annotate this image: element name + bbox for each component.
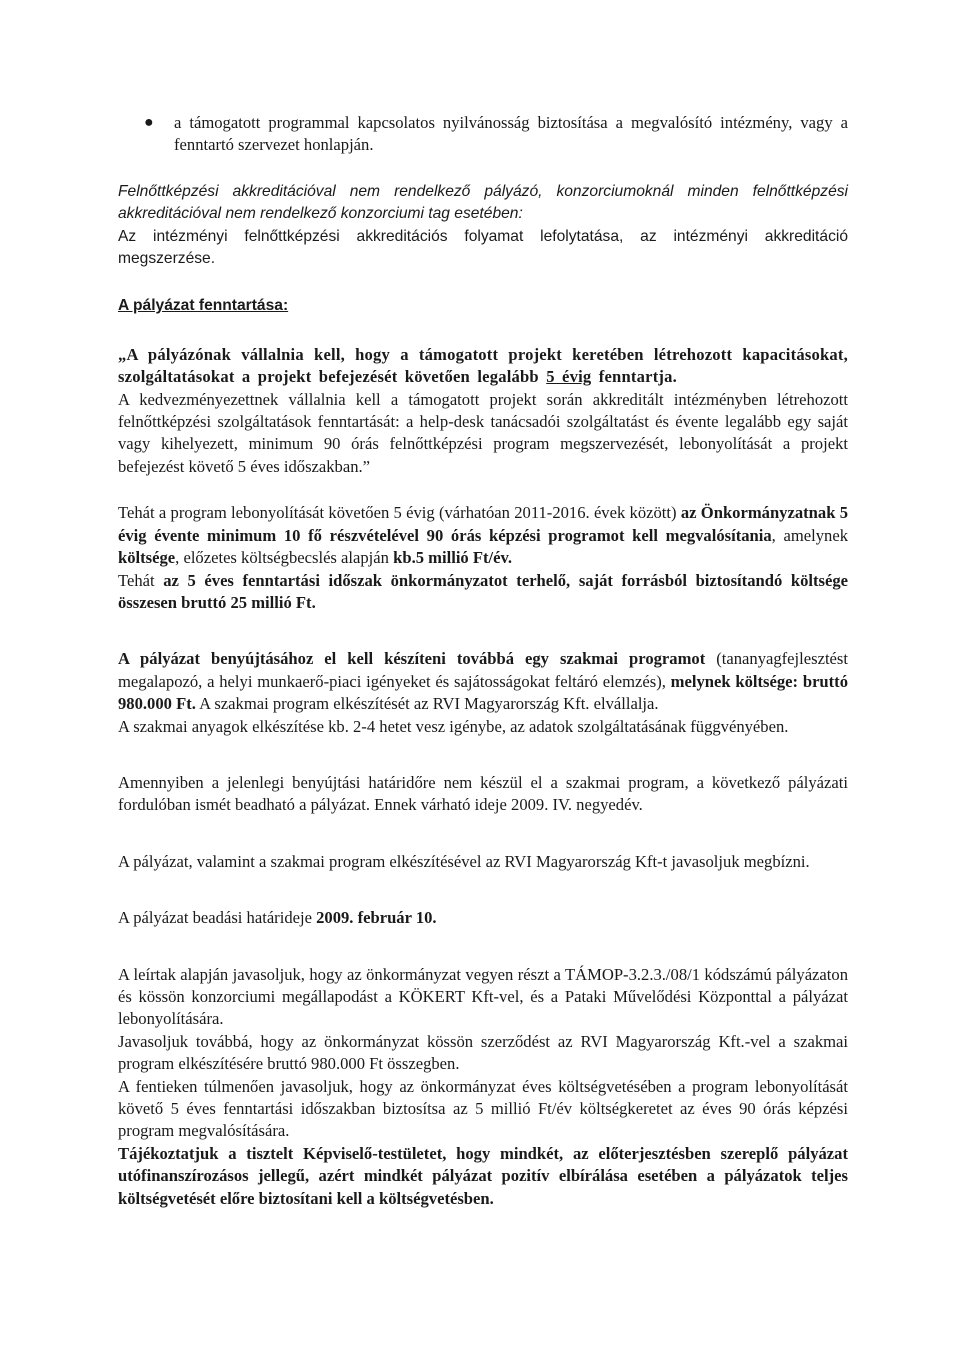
deadline-paragraph	[118, 907, 848, 929]
tehat-p2-bold: az 5 éves fenntartási időszak önkormányzatot terhelő, saját forrásból biztosítandó költsége összesen bruttó 25 millió Ft.	[118, 570, 849, 612]
quote-rest-paragraph: A kedvezményezettnek vállalnia kell a támogatott projekt során akkreditált intézményben létrehozott felnőttképzési szolgáltatások fenntartását: a help-desk tanácsadói szolgáltatást és évente legalább egy saját vagy kihelyezett, minimum 90 órás felnőttképzési program megszervezését, lebonyolítását a projekt befejezést követő 5 éves időszakban.”	[118, 389, 848, 476]
benyujtas-paragraph-2: A szakmai anyagok elkészítése kb. 2-4 hetet vesz igénybe, az adatok szolgáltatásának függvényében.	[118, 716, 789, 736]
bullet-text: a támogatott programmal kapcsolatos nyilvánosság biztosítása a megvalósító intézmény, vagy a fenntartó szervezet honlapján.	[174, 113, 848, 155]
bullet-dot-icon: ●	[144, 114, 154, 131]
section-heading-fenntartas: A pályázat fenntartása:	[118, 297, 289, 315]
benyujtas-paragraph	[118, 648, 848, 715]
accreditation-italic-intro: Felnőttképzési akkreditációval nem rendelkező pályázó, konzorciumoknál minden felnőttképzési akkreditációval nem rendelkező konzorciumi tag esetében:	[118, 182, 848, 223]
tehat-paragraph-2	[118, 570, 848, 615]
closing-paragraph-3: A fentieken túlmenően javasoljuk, hogy az önkormányzat éves költségvetésében a program lebonyolítását követő 5 éves fenntartási időszakban biztosítsa az 5 millió Ft/év költségkeretet az éves 90 órás képzési program megvalósítására.	[118, 1076, 848, 1141]
quote-bold-end: fenntartja.	[591, 367, 678, 387]
benyujtas-text-1: (tananyagfejlesztést megalapozó, a helyi munkaerő-piaci igényeket és sajátosságokat feltáró elemzés),	[118, 649, 848, 691]
document-page	[118, 112, 848, 1210]
amennyiben-paragraph: Amennyiben a jelenlegi benyújtási határidőre nem készül el a szakmai program, a következő pályázati fordulóban ismét beadható a pályázat. Ennek várható ideje 2009. IV. negyedév.	[118, 772, 848, 815]
deadline-date: 2009. február 10.	[316, 908, 437, 928]
bullet-item	[118, 112, 848, 157]
tehat-mid: , amelynek	[771, 525, 848, 545]
closing-paragraph-2: Javasoljuk továbbá, hogy az önkormányzat kössön szerződést az RVI Magyarország Kft.-vel a szakmai program elkészítésére bruttó 980.000 Ft összegben.	[118, 1031, 848, 1074]
quote-underline-text: 5 évig	[546, 367, 592, 387]
accreditation-body: Az intézményi felnőttképzési akkreditációs folyamat lefolytatása, az intézményi akkreditáció megszerzése.	[118, 227, 848, 268]
benyujtas-bold-lead: A pályázat benyújtásához el kell készíteni továbbá egy szakmai programot	[118, 649, 706, 669]
tehat-bold-2: költsége	[118, 548, 176, 568]
closing-paragraph-bold: Tájékoztatjuk a tisztelt Képviselő-testületet, hogy mindkét, az előterjesztésben szereplő pályázat utófinanszírozásos jellegű, azért mindkét pályázat pozitív elbírálása esetében a pályázatok teljes költségvetését előre biztosítani kell a költségvetésben.	[118, 1143, 848, 1208]
tehat-bold-3: kb.5 millió Ft/év.	[393, 548, 513, 568]
rvi-recommendation-paragraph: A pályázat, valamint a szakmai program elkészítésével az RVI Magyarország Kft-t javasoljuk megbízni.	[118, 851, 810, 871]
tehat-paragraph-1	[118, 502, 848, 569]
quote-bold-text: „A pályázónak vállalnia kell, hogy a támogatott projekt keretében létrehozott kapacitásokat, szolgáltatásokat a projekt befejezését követően legalább	[118, 344, 848, 387]
benyujtas-text-2: A szakmai program elkészítését az RVI Magyarország Kft. elvállalja.	[195, 694, 659, 714]
deadline-text: A pályázat beadási határideje	[118, 908, 317, 928]
quote-bold-paragraph	[118, 344, 848, 389]
tehat-bold: az Önkormányzatnak 5 évig évente minimum 10 fő részvételével 90 órás képzési programot kell megvalósítania	[118, 503, 849, 545]
benyujtas-bold-cost: melynek költsége: bruttó 980.000 Ft.	[118, 671, 849, 714]
tehat-text: Tehát a program lebonyolítását követően 5 évig (várhatóan 2011-2016. évek között)	[118, 503, 681, 523]
tehat-mid-2: , előzetes költségbecslés alapján	[175, 548, 394, 568]
tehat-p2-text: Tehát	[118, 570, 164, 590]
closing-paragraph-1: A leírtak alapján javasoljuk, hogy az önkormányzat vegyen részt a TÁMOP-3.2.3./08/1 kódszámú pályázaton és kössön konzorciumi megállapodást a KÖKERT Kft-vel, és a Pataki Művelődési Központtal a pályázat lebonyolítására.	[118, 964, 848, 1029]
